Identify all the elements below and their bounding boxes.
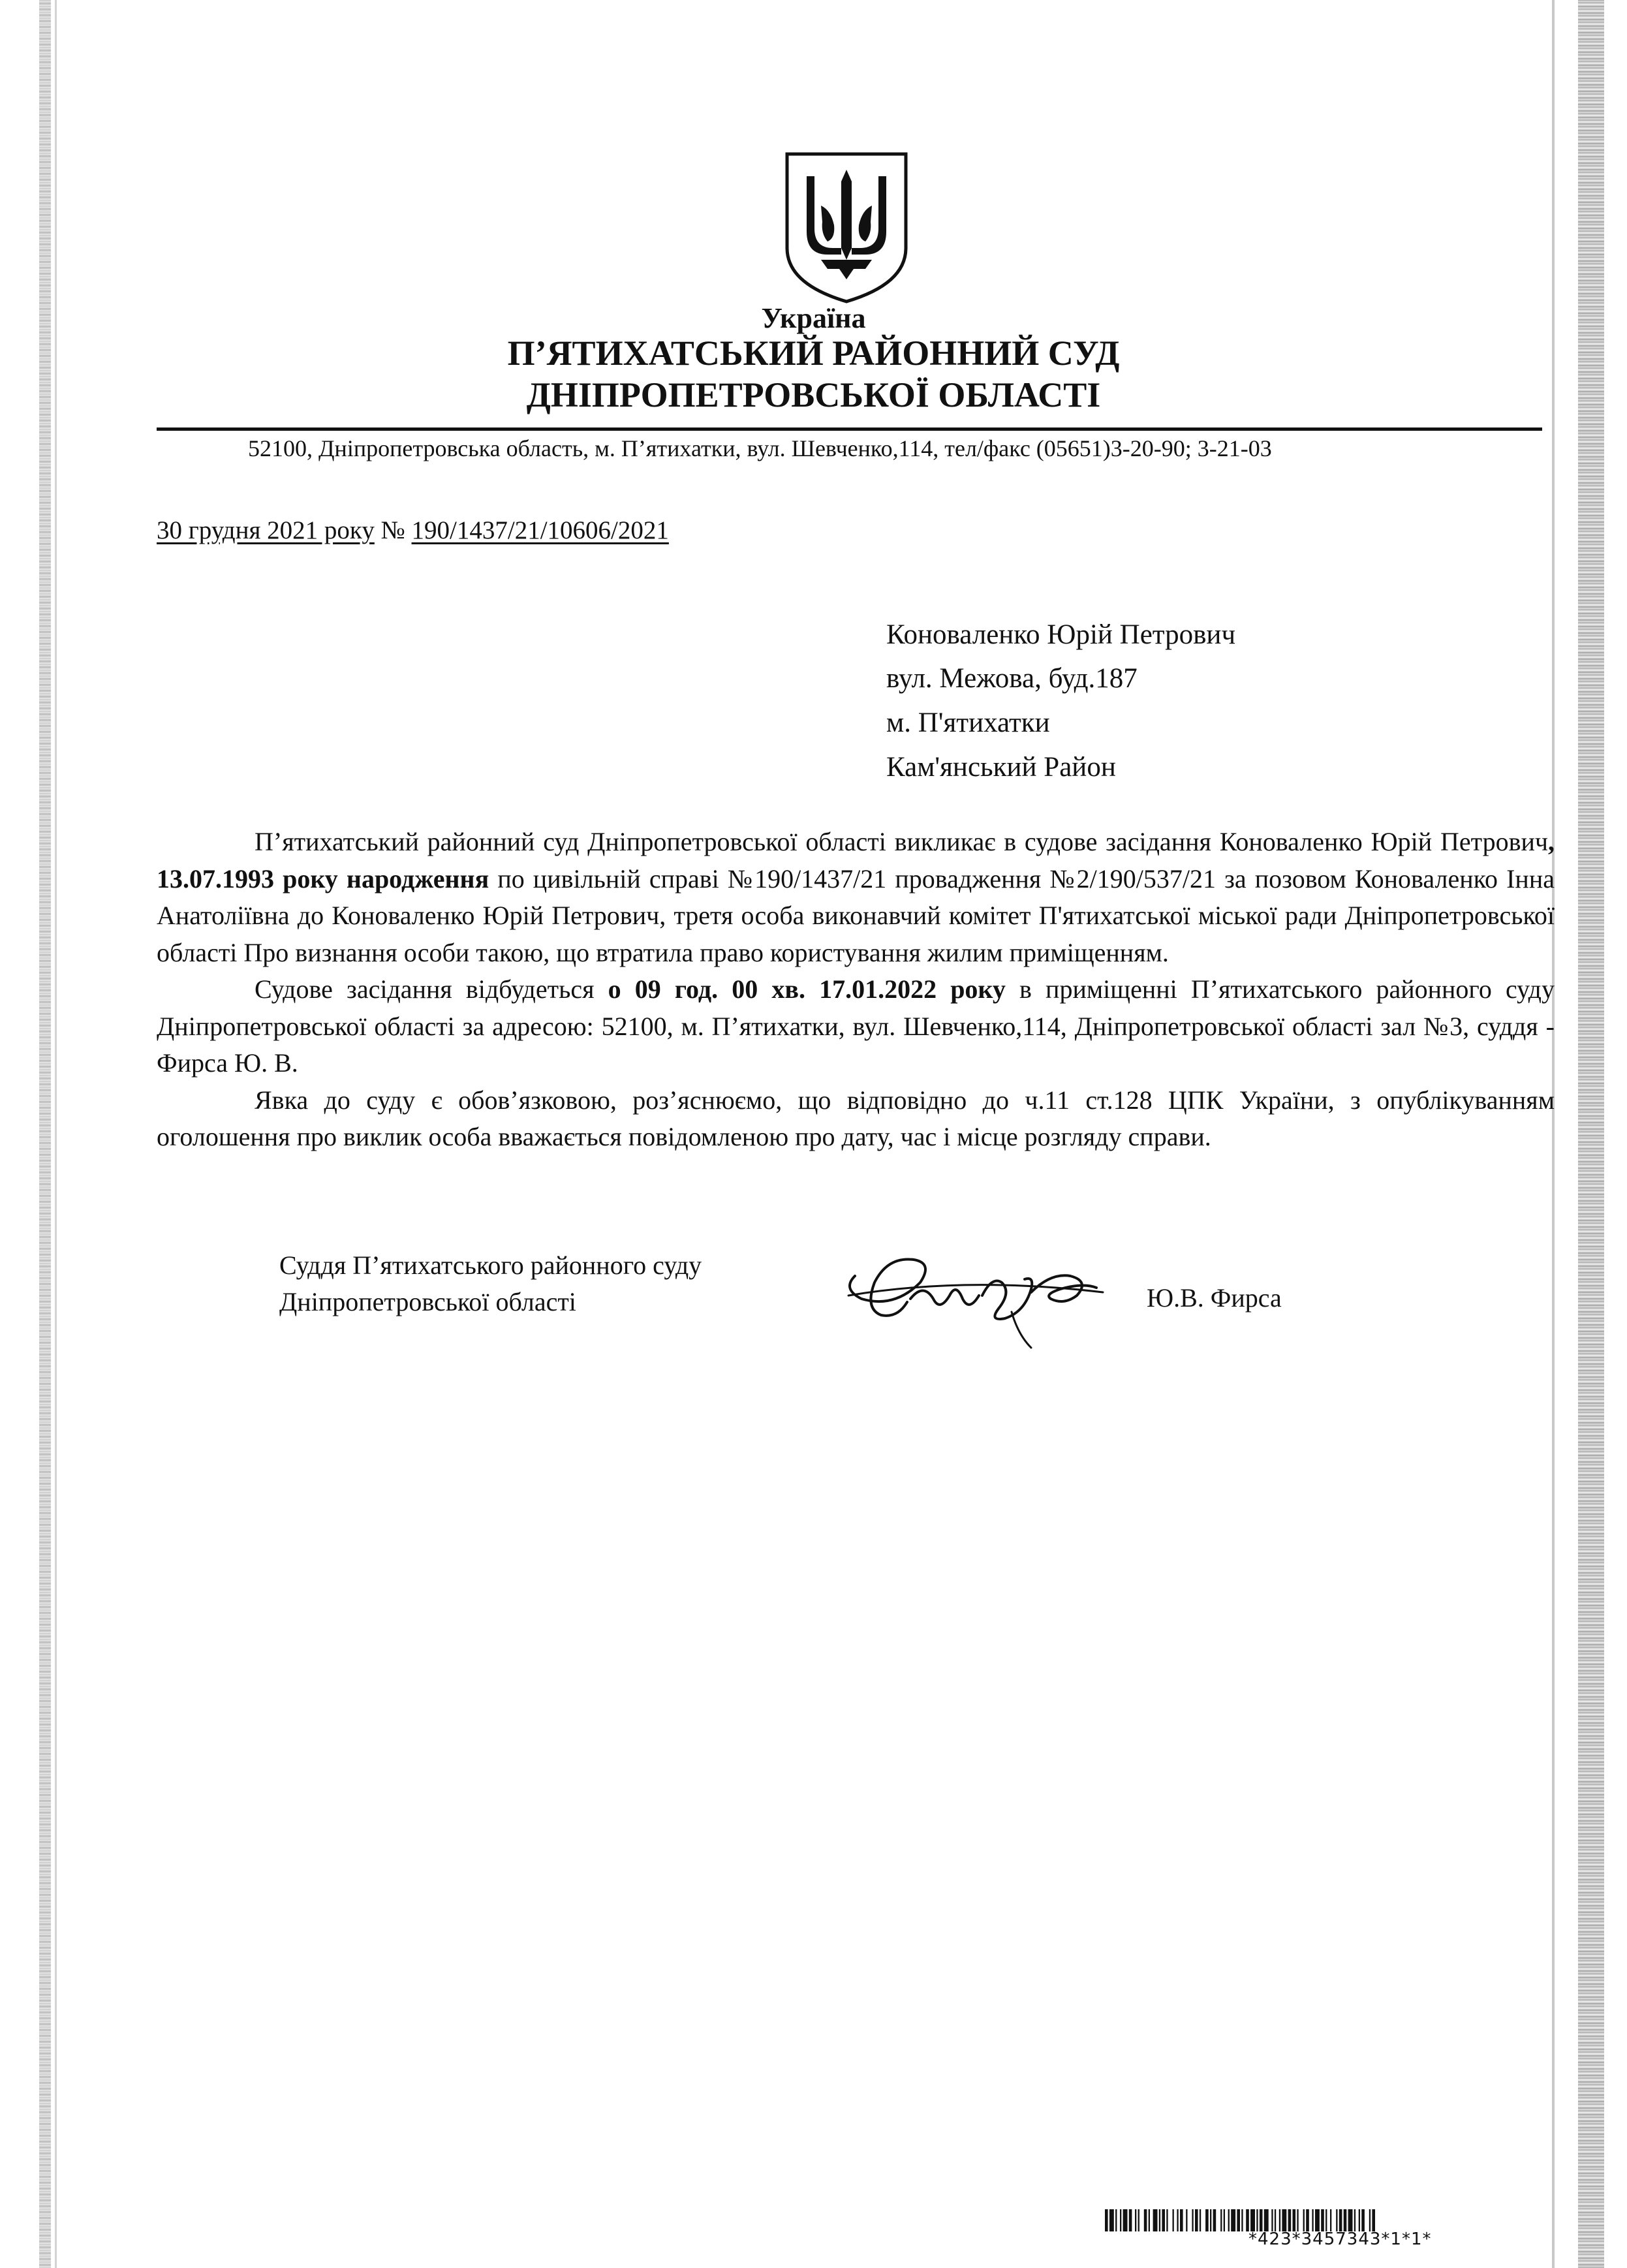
barcode-bar [1109,2209,1114,2231]
p2-hearing-time: о 09 год. 00 хв. 17.01.2022 року [608,974,1006,1004]
recipient-district: Кам'янський Район [886,752,1116,783]
barcode-bar [1246,2209,1249,2231]
barcode-bar [1213,2209,1216,2231]
barcode-bar [1279,2209,1280,2231]
barcode-bar [1339,2209,1342,2231]
barcode-bar [1372,2209,1375,2231]
barcode-bar [1369,2209,1371,2231]
barcode-bar [1306,2209,1309,2231]
recipient-street: вул. Межова, буд.187 [886,663,1138,694]
judge-name: Ю.В. Фирса [1147,1283,1282,1313]
summons-paragraph-2 [157,971,1555,1082]
barcode-bar [1120,2209,1121,2231]
court-name: П’ЯТИХАТСЬКИЙ РАЙОННИЙ СУД [507,334,1120,373]
barcode-bar [1264,2209,1269,2231]
document-number: 190/1437/21/10606/2021 [411,516,669,544]
barcode-bar [1282,2209,1286,2231]
barcode-bar [1321,2209,1324,2231]
barcode-bar [1180,2209,1183,2231]
barcode-bar [1173,2209,1174,2231]
barcode-bar [1144,2209,1147,2231]
barcode-bar [1186,2209,1187,2231]
judge-title-line-1: Суддя П’ятихатського районного суду [279,1251,702,1280]
summons-paragraph-1 [157,824,1555,971]
barcode-bar [1336,2209,1337,2231]
barcode-bar [1260,2209,1263,2231]
barcode-bar [1330,2209,1331,2231]
judge-title-line-2: Дніпропетровської області [279,1287,576,1316]
recipient-name: Коноваленко Юрій Петрович [886,619,1236,650]
barcode-bar [1220,2209,1222,2231]
ukraine-trident-icon [782,150,911,305]
barcode-bar [1228,2209,1230,2231]
barcode-bar [1162,2209,1165,2231]
court-region: ДНІПРОПЕТРОВСЬКОЇ ОБЛАСТІ [526,375,1101,414]
barcode-bar [1192,2209,1193,2231]
barcode-bar [1159,2209,1160,2231]
barcode-bar [1271,2209,1273,2231]
barcode-bar [1135,2209,1136,2231]
barcode-bar [1210,2209,1211,2231]
barcode-bar [1149,2209,1150,2231]
p1-text-c: по цивільній справі №190/1437/21 провадження №2/190/537/21 за позовом Коноваленко Інна Анатоліївна до Коноваленко Юрій Петрович, третя особа виконавчий комітет П'ятихатської міської ради Дніпропетровської області Про визнання особи такою, що втратила право користування жилим приміщенням. [157,863,1555,967]
p2-text-c: в приміщенні П’ятихатського районного суду Дніпропетровської області за адресою: 52100, м. П’ятихатки, вул. Шевченко,114, Дніпропетровської області зал №3, суддя - Фирса Ю. В. [157,974,1555,1078]
barcode-bar [1325,2209,1327,2231]
barcode-bar [1293,2209,1296,2231]
barcode-bar [1354,2209,1356,2231]
barcode-bar [1250,2209,1255,2231]
barcode-bar [1166,2209,1168,2231]
barcode-text: *423*3457343*1*1* [1248,2229,1432,2249]
recipient-city: м. П'ятихатки [886,707,1050,738]
barcode-bar [1105,2209,1108,2231]
country-title: Україна [761,302,866,334]
barcode-bar [1297,2209,1298,2231]
barcode-bar [1237,2209,1240,2231]
barcode-bar [1348,2209,1353,2231]
barcode-bar [1177,2209,1178,2231]
barcode-bar [1129,2209,1132,2231]
barcode [1105,2209,1557,2231]
document-reference [157,516,669,545]
barcode-bar [1288,2209,1292,2231]
barcode-bar [1241,2209,1243,2231]
barcode-bar [1361,2209,1365,2231]
barcode-bar [1312,2209,1313,2231]
barcode-bar [1275,2209,1276,2231]
header-divider [157,427,1542,431]
barcode-bar [1195,2209,1198,2231]
document-date: 30 грудня 2021 року [157,516,375,544]
barcode-bar [1256,2209,1258,2231]
p1-birthdate: , 13.07.1993 року народження [157,827,1555,893]
barcode-bar [1200,2209,1201,2231]
barcode-bar [1153,2209,1158,2231]
p2-text-a: Судове засідання відбудеться [255,974,608,1004]
barcode-bar [1359,2209,1360,2231]
p1-text-a: П’ятихатський районний суд Дніпропетровської області викликає в судове засідання Коноваленко Юрій Петрович [255,827,1548,856]
barcode-bar [1344,2209,1347,2231]
number-sign: № [380,516,405,544]
barcode-bar [1231,2209,1235,2231]
court-address: 52100, Дніпропетровська область, м. П’ятихатки, вул. Шевченко,114, тел/факс (05651)3-20-90; 3-21-03 [248,435,1272,461]
handwritten-signature [835,1237,1109,1354]
barcode-bar [1205,2209,1209,2231]
barcode-bar [1224,2209,1225,2231]
barcode-bar [1115,2209,1117,2231]
barcode-bar [1303,2209,1305,2231]
summons-body [157,824,1555,1156]
barcode-bar [1123,2209,1128,2231]
summons-paragraph-3: Явка до суду є обов’язковою, роз’яснюємо, що відповідно до ч.11 ст.128 ЦПК України, з опублікуванням оголошення про виклик особа вважається повідомленою про дату, час і місце розгляду справи. [157,1085,1555,1151]
barcode-bar [1315,2209,1320,2231]
barcode-bar [1138,2209,1139,2231]
